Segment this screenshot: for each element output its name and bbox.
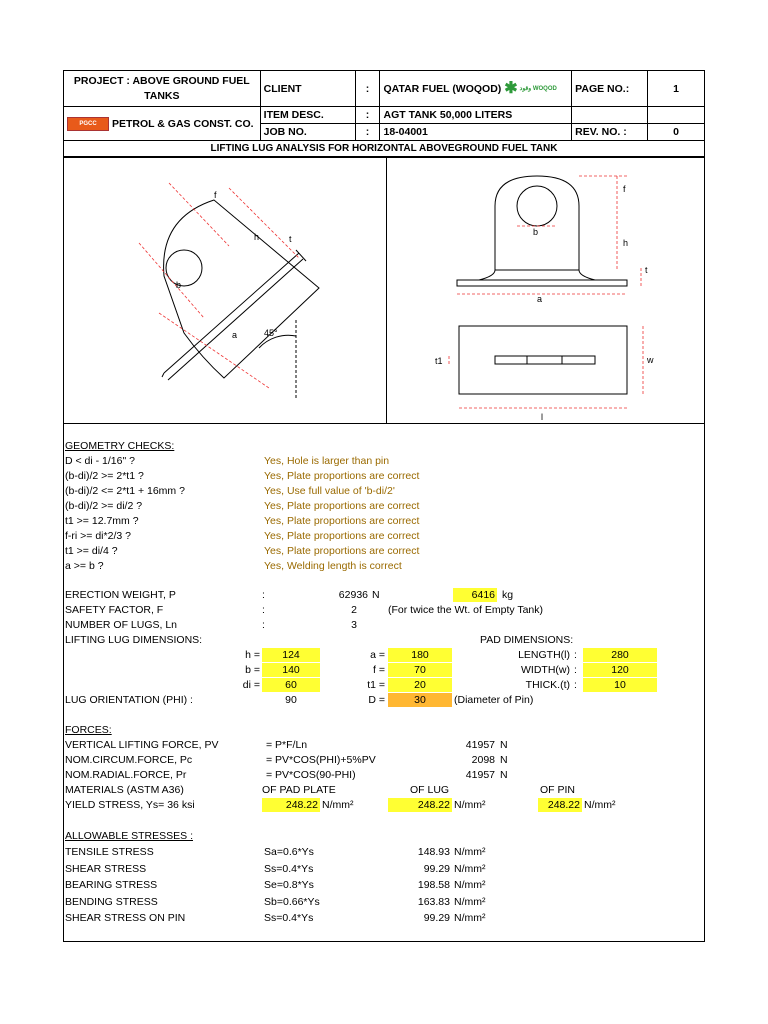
geometry-heading: GEOMETRY CHECKS: — [65, 440, 175, 452]
lug-ortho-drawing-box — [386, 157, 705, 424]
geometry-result: Yes, Plate proportions are correct — [264, 515, 420, 527]
yield-pin-unit: N/mm² — [584, 799, 616, 811]
item-colon: : — [355, 107, 380, 124]
force-value: 2098 — [471, 754, 495, 766]
label-f: f — [623, 184, 626, 194]
rev-value: 0 — [648, 124, 705, 141]
lug-plan — [495, 356, 595, 364]
orient-value: 90 — [285, 694, 297, 706]
project-value: ABOVE GROUND FUEL TANKS — [132, 74, 250, 102]
width-label: WIDTH(w) — [521, 664, 570, 676]
pin-hole — [166, 250, 202, 286]
label-t: t — [645, 265, 648, 275]
yield-lug-unit: N/mm² — [454, 799, 486, 811]
label-b: b — [533, 227, 539, 237]
yield-pad-value[interactable]: 248.22 — [262, 798, 320, 812]
pad-plan — [459, 326, 627, 394]
force-formula: = PV*COS(PHI)+5%PV — [266, 754, 376, 766]
safety-label: SAFETY FACTOR, F — [65, 604, 164, 616]
stress-label: SHEAR STRESS ON PIN — [65, 912, 186, 924]
yield-lug-value[interactable]: 248.22 — [388, 798, 452, 812]
of-pin-label: OF PIN — [540, 784, 576, 796]
geometry-result: Yes, Plate proportions are correct — [264, 470, 420, 482]
stress-formula: Sb=0.66*Ys — [264, 895, 320, 908]
lug-ortho-drawing — [387, 158, 704, 423]
stress-value: 163.83 — [417, 895, 450, 908]
safety-value: 2 — [351, 604, 357, 616]
lugs-value: 3 — [351, 619, 357, 631]
stress-formula: Se=0.8*Ys — [264, 879, 314, 891]
stress-unit: N/mm² — [454, 862, 486, 875]
length-value[interactable]: 280 — [583, 648, 657, 662]
pin-hole-front — [517, 186, 557, 226]
a-value[interactable]: 180 — [388, 648, 452, 662]
geometry-check: (b-di)/2 <= 2*t1 + 16mm ? — [65, 485, 185, 497]
lugs-label: NUMBER OF LUGS, Ln — [65, 619, 178, 631]
lug-dim-label: LIFTING LUG DIMENSIONS: — [65, 634, 203, 646]
stress-value: 198.58 — [417, 879, 450, 891]
pad-end — [162, 373, 164, 377]
stress-formula: Ss=0.4*Ys — [264, 912, 314, 924]
geometry-check: D < di - 1/16" ? — [65, 455, 135, 467]
thick-value[interactable]: 10 — [583, 678, 657, 692]
safety-note: (For twice the Wt. of Empty Tank) — [388, 604, 544, 616]
width-colon: : — [574, 664, 577, 676]
project-label: PROJECT : — [73, 74, 130, 87]
dim-line-h — [229, 188, 299, 258]
rev-label: REV. NO. : — [572, 124, 648, 141]
fillet — [479, 270, 495, 280]
pad-front — [457, 280, 627, 286]
lugs-colon: : — [262, 619, 265, 631]
item-value: AGT TANK 50,000 LITERS — [380, 107, 572, 124]
length-colon: : — [574, 649, 577, 661]
label-angle: 45° — [264, 328, 278, 338]
safety-colon: : — [262, 604, 265, 616]
t1-value[interactable]: 20 — [388, 678, 452, 692]
sheet-title: LIFTING LUG ANALYSIS FOR HORIZONTAL ABOVEGROUND FUEL TANK — [63, 140, 705, 157]
header-table — [63, 70, 705, 141]
force-value: 41957 — [465, 769, 495, 781]
company-cell — [64, 107, 261, 141]
pad-edge — [164, 253, 299, 373]
a-label: a = — [370, 649, 385, 661]
stress-formula: Sa=0.6*Ys — [264, 846, 314, 858]
geometry-check: (b-di)/2 >= 2*t1 ? — [65, 470, 144, 482]
geometry-result: Yes, Welding length is correct — [264, 560, 402, 572]
page-value: 1 — [648, 71, 705, 107]
blank-cell — [648, 107, 705, 124]
pgcc-logo: PGCC — [67, 117, 109, 131]
stress-unit: N/mm² — [454, 879, 486, 891]
client-colon: : — [355, 71, 380, 107]
f-label: f = — [373, 664, 385, 676]
yield-pad-unit: N/mm² — [322, 799, 354, 811]
stress-unit: N/mm² — [454, 895, 486, 908]
thick-colon: : — [574, 679, 577, 691]
page-label: PAGE NO.: — [572, 71, 648, 107]
stress-label: SHEAR STRESS — [65, 862, 147, 875]
client-label: CLIENT — [260, 71, 355, 107]
stress-value: 148.93 — [417, 846, 450, 858]
stress-unit: N/mm² — [454, 912, 486, 924]
b-value[interactable]: 140 — [262, 663, 320, 677]
erection-unit: N — [372, 589, 380, 601]
force-label: NOM.CIRCUM.FORCE, Pc — [65, 754, 193, 766]
geometry-result: Yes, Hole is larger than pin — [264, 455, 390, 467]
orient-label: LUG ORIENTATION (PHI) : — [65, 694, 193, 706]
f-value[interactable]: 70 — [388, 663, 452, 677]
force-label: VERTICAL LIFTING FORCE, PV — [65, 739, 219, 751]
kg-unit: kg — [502, 589, 514, 601]
dim-line-f — [169, 183, 229, 246]
geometry-check: t1 >= di/4 ? — [65, 545, 118, 557]
force-value: 41957 — [465, 739, 495, 751]
di-label: di = — [242, 679, 260, 691]
D-note: (Diameter of Pin) — [454, 694, 534, 706]
force-label: NOM.RADIAL.FORCE, Pr — [65, 769, 187, 781]
label-w: w — [647, 355, 654, 365]
geometry-result: Yes, Plate proportions are correct — [264, 500, 420, 512]
client-value: QATAR FUEL (WOQOD) — [383, 82, 502, 95]
label-t1: t1 — [435, 356, 443, 366]
label-a: a — [232, 330, 238, 340]
job-label: JOB NO. — [260, 124, 355, 141]
length-label: LENGTH(l) — [518, 649, 570, 661]
woqod-logo-icon: ✱ — [504, 79, 518, 97]
geometry-check: a >= b ? — [65, 560, 104, 572]
stress-value: 99.29 — [423, 862, 450, 875]
geometry-result: Yes, Plate proportions are correct — [264, 545, 420, 557]
D-label: D = — [368, 694, 385, 706]
job-value: 18-04001 — [380, 124, 572, 141]
fillet — [579, 270, 595, 280]
of-lug-label: OF LUG — [410, 784, 450, 796]
company-name: PETROL & GAS CONST. CO. — [112, 117, 254, 130]
stress-value: 99.29 — [423, 912, 450, 924]
stress-label: BEARING STRESS — [65, 879, 158, 891]
label-f: f — [214, 190, 217, 200]
geometry-result: Yes, Use full value of 'b-di/2' — [264, 485, 395, 497]
lug-front-outline — [495, 176, 579, 270]
b-label: b = — [245, 664, 260, 676]
stress-formula: Ss=0.4*Ys — [264, 862, 314, 875]
lug-iso-drawing-box — [63, 157, 387, 424]
yield-pin-value[interactable]: 248.22 — [538, 798, 582, 812]
pad-dim-label: PAD DIMENSIONS: — [480, 634, 574, 646]
label-h: h — [254, 232, 260, 242]
of-pad-label: OF PAD PLATE — [262, 784, 336, 796]
erection-kg[interactable]: 6416 — [453, 588, 497, 602]
label-l: l — [541, 412, 543, 422]
erection-value: 62936 — [338, 589, 368, 601]
geometry-check: t1 >= 12.7mm ? — [65, 515, 139, 527]
thick-label: THICK.(t) — [525, 679, 570, 691]
di-value[interactable]: 60 — [262, 678, 320, 692]
label-b: b — [176, 280, 182, 290]
item-label: ITEM DESC. — [260, 107, 355, 124]
stress-label: TENSILE STRESS — [65, 846, 154, 858]
materials-label: MATERIALS (ASTM A36) — [65, 784, 184, 796]
force-unit: N — [500, 769, 508, 781]
label-t: t — [289, 234, 292, 244]
client-cell — [380, 71, 572, 107]
h-label: h = — [245, 649, 260, 661]
forces-heading: FORCES: — [65, 724, 112, 736]
D-value[interactable]: 30 — [388, 693, 452, 707]
woqod-logo-text: وقود WOQOD — [519, 86, 557, 92]
job-colon: : — [355, 124, 380, 141]
geometry-result: Yes, Plate proportions are correct — [264, 530, 420, 542]
label-h: h — [623, 238, 629, 248]
erection-label: ERECTION WEIGHT, P — [65, 589, 176, 601]
erection-colon: : — [262, 589, 265, 601]
geometry-check: (b-di)/2 >= di/2 ? — [65, 500, 143, 512]
pad-edge — [168, 259, 303, 380]
force-formula: = PV*COS(90-PHI) — [266, 769, 356, 781]
h-value[interactable]: 124 — [262, 648, 320, 662]
stress-unit: N/mm² — [454, 846, 486, 858]
label-a: a — [537, 294, 543, 304]
lug-iso-drawing — [64, 158, 386, 423]
blank-cell — [572, 107, 648, 124]
t1-label: t1 = — [367, 679, 385, 691]
allowable-heading: ALLOWABLE STRESSES : — [65, 830, 193, 842]
geometry-check: f-ri >= di*2/3 ? — [65, 530, 131, 542]
yield-label: YIELD STRESS, Ys= 36 ksi — [65, 799, 195, 811]
force-formula: = P*F/Ln — [266, 739, 308, 751]
project-cell — [64, 71, 261, 107]
force-unit: N — [500, 739, 508, 751]
stress-label: BENDING STRESS — [65, 895, 158, 908]
force-unit: N — [500, 754, 508, 766]
pad-end — [296, 250, 306, 261]
width-value[interactable]: 120 — [583, 663, 657, 677]
